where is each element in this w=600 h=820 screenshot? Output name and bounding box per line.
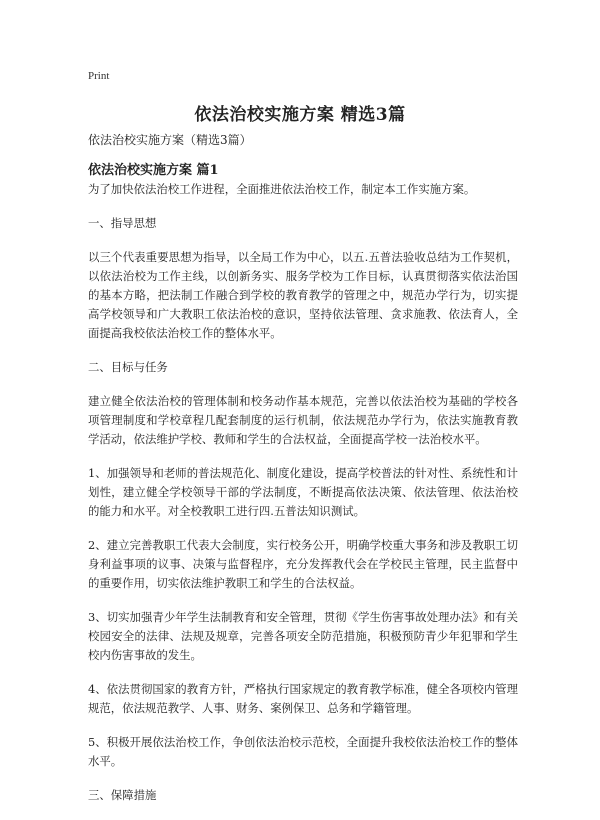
paragraph-guiding-ideology: 以三个代表重要思想为指导，以全局工作为中心，以五.五普法验收总结为工作契机，以依法治校为工作主线，以创新务实、服务学校为工作目标，认真贯彻落实依法治国的基本方略，把法制工作融合到学校的教育教学的管理之中，规范办学行为，切实提高学校领导和广大教职工依法治校的意识，坚持依法管理、贪求施教、依法育人，全面提高我校依法治校工作的整体水平。 [88, 250, 518, 340]
paragraph-item-1: 1、加强领导和老师的普法规范化、制度化建设，提高学校普法的针对性、系统性和计划性，建立健全学校领导干部的学法制度，不断提高依法决策、依法管理、依法治校的能力和水平。对全校教职工进行四.五普法知识测试。 [88, 466, 518, 518]
document-title: 依法治校实施方案 精选3篇 [194, 105, 406, 125]
section-heading: 依法治校实施方案 篇1 [88, 163, 219, 178]
document-body [88, 180, 518, 820]
document-subtitle: 依法治校实施方案（精选3篇） [88, 133, 252, 147]
heading-safeguards: 三、保障措施 [88, 788, 157, 802]
paragraph-goals: 建立健全依法治校的管理体制和校务动作基本规范，完善以依法治校为基础的学校各项管理制度和学校章程几配套制度的运行机制，依法规范办学行为，依法实施教育教学活动，依法维护学校、教师和学生的合法权益，全面提高学校一法治校水平。 [88, 394, 518, 446]
heading-guiding-ideology: 一、指导思想 [88, 216, 157, 230]
paragraph-item-4: 4、依法贯彻国家的教育方针，严格执行国家规定的教育教学标准，健全各项校内管理规范，依法规范教学、人事、财务、案例保卫、总务和学籍管理。 [88, 682, 518, 715]
heading-goals-tasks: 二、目标与任务 [88, 360, 168, 374]
paragraph-item-2: 2、建立完善教职工代表大会制度，实行校务公开，明确学校重大事务和涉及教职工切身利益事项的议事、决策与监督程序，充分发挥教代会在学校民主管理，民主监督中的重要作用，切实依法维护教职工和学生的合法权益。 [88, 538, 518, 590]
paragraph-item-3: 3、切实加强青少年学生法制教育和安全管理，贯彻《学生伤害事故处理办法》和有关校园安全的法律、法规及规章，完善各项安全防范措施，积极预防青少年犯罪和学生校内伤害事故的发生。 [88, 610, 518, 662]
print-label: Print [88, 70, 110, 82]
intro-paragraph: 为了加快依法治校工作进程，全面推进依法治校工作，制定本工作实施方案。 [88, 182, 476, 196]
paragraph-item-5: 5、积极开展依法治校工作，争创依法治校示范校，全面提升我校依法治校工作的整体水平。 [88, 735, 518, 768]
